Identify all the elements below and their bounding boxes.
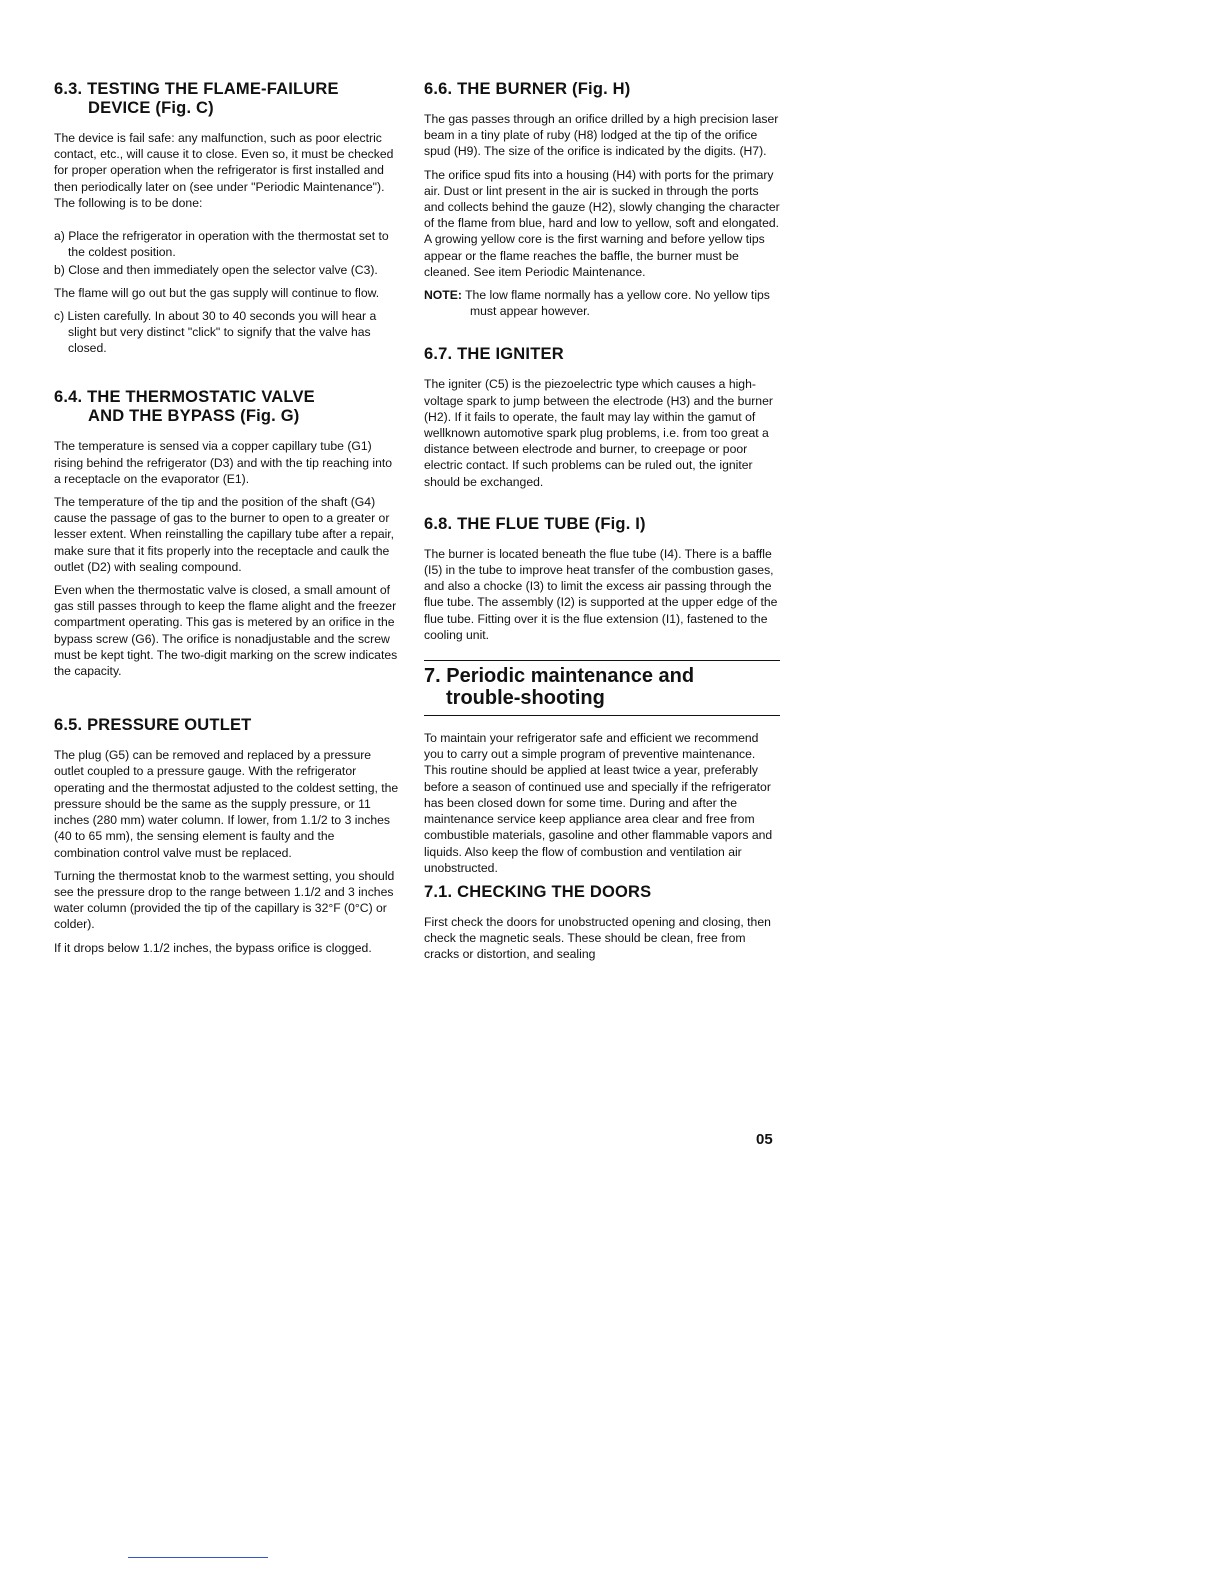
heading-7-1: 7.1. CHECKING THE DOORS	[424, 882, 652, 901]
chapter-heading-7	[424, 660, 780, 716]
paragraph: First check the doors for unobstructed opening and closing, then check the magnetic seals. These should be clean, free from cracks or distortion, and sealing	[424, 914, 771, 962]
heading-6-7: 6.7. THE IGNITER	[424, 345, 564, 364]
chapter-heading-7-line2: trouble-shooting	[446, 687, 605, 710]
footer-rule	[128, 1557, 268, 1558]
list-item-c: c) Listen carefully. In about 30 to 40 seconds you will hear a slight but very distinct "click" to signify that the valve has closed.	[54, 308, 377, 356]
paragraph: The burner is located beneath the flue tube (I4). There is a baffle (I5) in the tube to improve heat transfer of the combustion gases, and also a chocke (I3) to limit the excess air passing through the flue tube. The assembly (I2) is supported at the upper edge of the flue tube. Fitting over it is the flue extension (I1), fastened to the cooling unit.	[424, 546, 778, 642]
list-item-b: b) Close and then immediately open the selector valve (C3).	[54, 263, 378, 278]
paragraph: The flame will go out but the gas supply will continue to flow.	[54, 285, 380, 300]
heading-6-4	[54, 388, 400, 426]
paragraph: The igniter (C5) is the piezoelectric type which causes a high-voltage spark to jump between the electrode (H3) and the burner (H2). If it fails to operate, the fault may lay within the gamut of wellknown automotive spark plug problems, i.e. from too great a distance between electrode and burner, to creepage or poor electric contact. If such problems can be ruled out, the igniter should be exchanged.	[424, 377, 773, 489]
paragraph: Even when the thermostatic valve is closed, a small amount of gas still passes through to keep the flame alight and the freezer compartment operating. This gas is metered by an orifice in the bypass screw (G6). The orifice is nonadjustable and the screw must be kept tight. The two-digit marking on the screw indicates the capacity.	[54, 583, 398, 679]
heading-6-3-line1: TESTING THE FLAME-FAILURE	[87, 80, 339, 98]
paragraph: To maintain your refrigerator safe and efficient we recommend you to carry out a simple program of preventive maintenance. This routine should be applied at least twice a year, preferably before a season of continued use and specially if the refrigerator has been closed down for some time. During and after the maintenance service keep appliance area clear and free from combustible materials, gasoline and other flammable vapors and liquids. Also keep the flow of combustion and ventilation air unobstructed.	[424, 731, 773, 875]
heading-6-3-line2: DEVICE (Fig. C)	[88, 99, 214, 117]
chapter-heading-7-line1: 7. Periodic maintenance and	[424, 665, 695, 688]
paragraph: The gas passes through an orifice drilled by a high precision laser beam in a tiny plate of ruby (H8) lodged at the tip of the orifice spud (H9). The size of the orifice is indicated by the digits. (H7).	[424, 112, 779, 159]
paragraph: The orifice spud fits into a housing (H4) with ports for the primary air. Dust or lint present in the air is sucked in through the ports and collects behind the gauze (H2), slowly changing the character of the flame from blue, hard and low to yellow, soft and elongated. A growing yellow core is the first warning and before yellow tips appear or the flame reaches the baffle, the burner must be cleaned. See item Periodic Maintenance.	[424, 167, 780, 279]
paragraph: The temperature of the tip and the position of the shaft (G4) cause the passage of gas to the burner to open to a greater or lesser extent. When reinstalling the capillary tube after a repair, make sure that it fits properly into the receptacle and caulk the outlet (D2) with sealing compound.	[54, 495, 395, 574]
note	[424, 287, 780, 319]
page-number: 05	[756, 1131, 773, 1148]
paragraph: Turning the thermostat knob to the warmest setting, you should see the pressure drop to the range between 1.1/2 and 3 inches water column (provided the tip of the capillary is 32°F (0°C) or colder).	[54, 868, 395, 932]
note-label: NOTE:	[424, 288, 462, 303]
right-column	[424, 80, 780, 970]
paragraph: The temperature is sensed via a copper capillary tube (G1) rising behind the refrigerator (D3) and with the tip reaching into a receptacle on the evaporator (E1).	[54, 439, 393, 486]
heading-6-4-line1: THE THERMOSTATIC VALVE	[87, 388, 315, 407]
heading-6-8: 6.8. THE FLUE TUBE (Fig. I)	[424, 514, 646, 533]
paragraph: The plug (G5) can be removed and replaced by a pressure outlet coupled to a pressure gauge. With the refrigerator operating and the thermostat adjusted to the coldest setting, the pressure should be the same as the supply pressure, or 11 inches (280 mm) water column. If lower, from 1.1/2 to 3 inches (40 to 65 mm), the sensing element is faulty and the combination control valve must be replaced.	[54, 748, 399, 860]
heading-6-5: 6.5. PRESSURE OUTLET	[54, 716, 252, 735]
heading-6-4-line2: AND THE BYPASS (Fig. G)	[88, 407, 300, 426]
heading-6-3-num: 6.3.	[54, 80, 83, 98]
left-column	[54, 80, 400, 963]
note-text: The low flame normally has a yellow core. No yellow tips must appear however.	[465, 288, 770, 319]
list-item-a: a) Place the refrigerator in operation with the thermostat set to the coldest position.	[54, 229, 389, 260]
heading-6-6: 6.6. THE BURNER (Fig. H)	[424, 80, 631, 98]
heading-6-3	[54, 80, 400, 118]
paragraph: The device is fail safe: any malfunction, such as poor electric contact, etc., will cause it to close. Even so, it must be checked for proper operation when the refrigerator is first installed and then periodically later on (see under "Periodic Maintenance"). The following is to be done:	[54, 131, 394, 210]
heading-6-4-num: 6.4.	[54, 388, 83, 407]
paragraph: If it drops below 1.1/2 inches, the bypass orifice is clogged.	[54, 940, 372, 955]
chapter-heading-7-title	[424, 665, 780, 709]
